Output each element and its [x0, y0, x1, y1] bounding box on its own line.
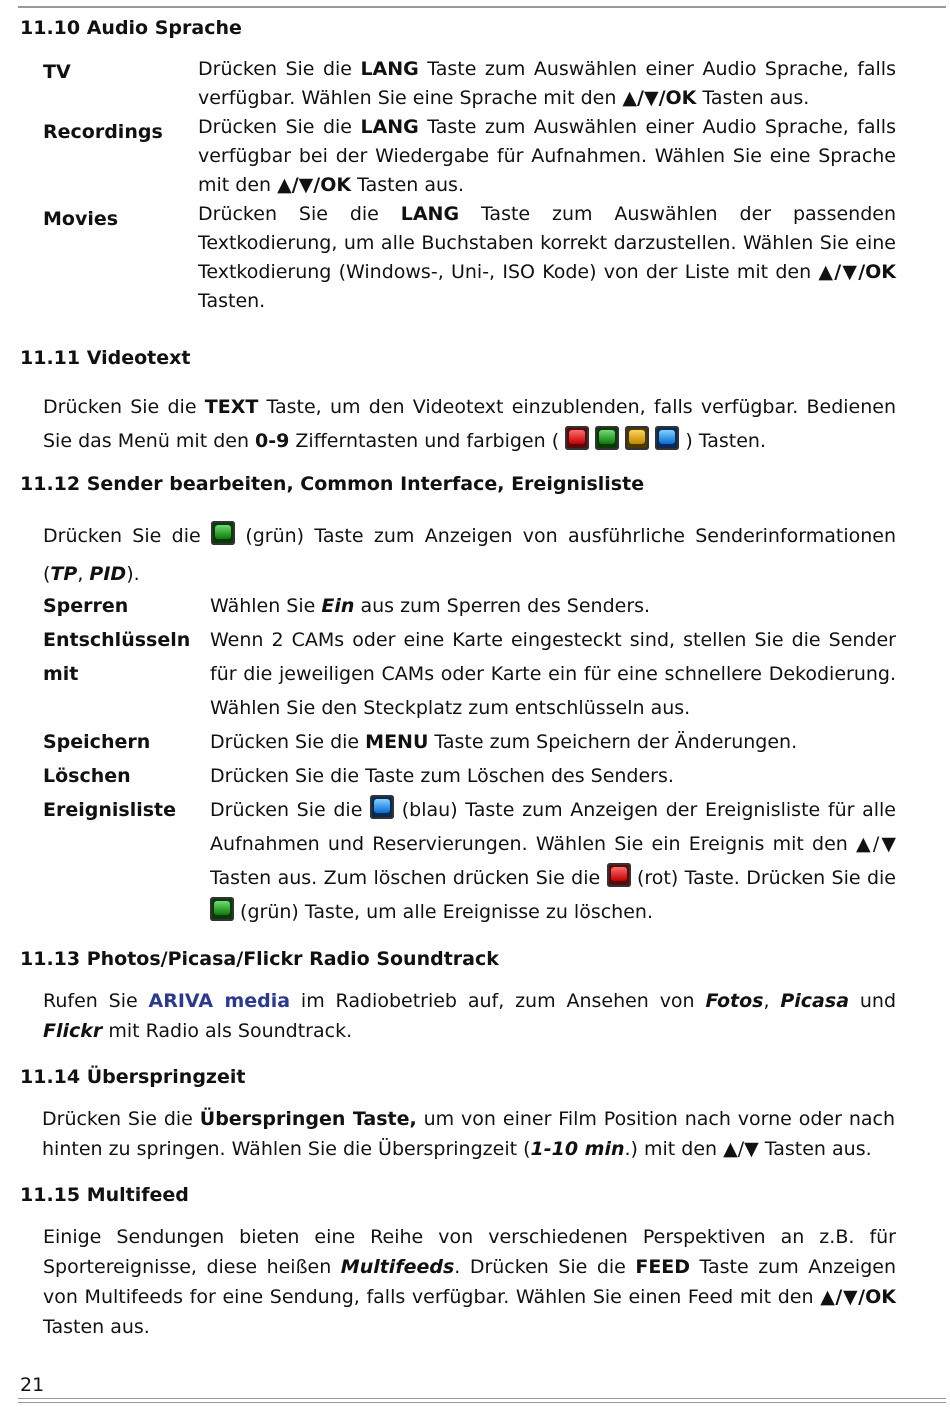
paragraph-photos-radio: Rufen Sie ARIVA media im Radiobetrieb auf, zum Ansehen von Fotos, Picasa und Flickr mit Radio als Soundtrack. [43, 990, 897, 1042]
bottom-rule [18, 1398, 946, 1403]
term-sperren: Sperren [43, 595, 129, 617]
blue-key-icon [370, 795, 394, 819]
paragraph-multifeed: Einige Sendungen bieten eine Reihe von verschiedenen Perspektiven an z.B. für Sportereignisse, diese heißen Multifeeds. Drücken Sie die FEED Taste zum Anzeigen von Multifeeds for eine Sendung, falls verfügbar. Wählen Sie einen Feed mit den ▲/▼/OK Tasten aus. [43, 1226, 896, 1338]
desc-speichern: Drücken Sie die MENU Taste zum Speichern der Änderungen. [210, 731, 798, 753]
section-heading-11-13: 11.13 Photos/Picasa/Flickr Radio Soundtrack [20, 948, 499, 970]
section-heading-11-14: 11.14 Überspringzeit [20, 1066, 246, 1088]
desc-entschluesseln: Wenn 2 CAMs oder eine Karte eingesteckt sind, stellen Sie die Sender für die jeweiligen CAMs oder Karte ein für eine schnellere Dekodierung. Wählen Sie den Steckplatz zum entschlüsseln aus. [210, 629, 896, 719]
red-key-icon [607, 863, 631, 887]
term-ereignisliste: Ereignisliste [43, 799, 176, 821]
term-entschluesseln-mit: mit [43, 663, 79, 685]
desc-tv: Drücken Sie die LANG Taste zum Auswählen einer Audio Sprache, falls verfügbar. Wählen Sie eine Sprache mit den ▲/▼/OK Tasten aus. [198, 58, 896, 109]
term-loeschen: Löschen [43, 765, 131, 787]
term-speichern: Speichern [43, 731, 151, 753]
term-recordings: Recordings [43, 121, 163, 143]
desc-sperren: Wählen Sie Ein aus zum Sperren des Senders. [210, 595, 651, 617]
desc-ereignisliste: Drücken Sie die (blau) Taste zum Anzeigen der Ereignisliste für alle Aufnahmen und Reservierungen. Wählen Sie ein Ereignis mit den ▲/▼ Tasten aus. Zum löschen drücken Sie die (rot) Taste. Drücken Sie die (grün) Taste, um alle Ereignisse zu löschen. [210, 793, 896, 929]
term-tv: TV [43, 61, 71, 83]
paragraph-sender-bearbeiten: Drücken Sie die (grün) Taste zum Anzeigen von ausführliche Senderinformationen (TP, PID). [43, 517, 896, 593]
yellow-key-icon [625, 426, 649, 450]
section-heading-11-11: 11.11 Videotext [20, 347, 191, 369]
desc-loeschen: Drücken Sie die Taste zum Löschen des Senders. [210, 765, 674, 787]
term-entschluesseln: Entschlüsseln [43, 629, 191, 651]
ariva-media-link: ARIVA media [148, 990, 291, 1012]
term-movies: Movies [43, 208, 119, 230]
top-rule [18, 6, 946, 8]
green-key-icon [211, 521, 235, 545]
paragraph-ueberspringzeit: Drücken Sie die Überspringen Taste, um von einer Film Position nach vorne oder nach hinten zu springen. Wählen Sie die Überspringzeit (1-10 min.) mit den ▲/▼ Tasten aus. [42, 1108, 896, 1160]
paragraph-videotext: Drücken Sie die TEXT Taste, um den Videotext einzublenden, falls verfügbar. Bedienen Sie das Menü mit den 0-9 Zifferntasten und farbigen ( ) Tasten. [43, 396, 896, 452]
desc-recordings: Drücken Sie die LANG Taste zum Auswählen einer Audio Sprache, falls verfügbar bei der Wiedergabe für Aufnahmen. Wählen Sie eine Sprache mit den ▲/▼/OK Tasten aus. [198, 116, 896, 196]
section-heading-11-15: 11.15 Multifeed [20, 1184, 189, 1206]
red-key-icon [565, 426, 589, 450]
page-number: 21 [20, 1374, 45, 1396]
desc-movies: Drücken Sie die LANG Taste zum Auswählen der passenden Textkodierung, um alle Buchstaben korrekt darzustellen. Wählen Sie eine Textkodierung (Windows-, Uni-, ISO Kode) von der Liste mit den ▲/▼/OK Tasten. [198, 203, 897, 312]
section-heading-11-12: 11.12 Sender bearbeiten, Common Interface, Ereignisliste [20, 473, 645, 495]
section-heading-11-10: 11.10 Audio Sprache [20, 17, 242, 39]
green-key-icon [595, 426, 619, 450]
blue-key-icon [655, 426, 679, 450]
green-key-icon [210, 897, 234, 921]
